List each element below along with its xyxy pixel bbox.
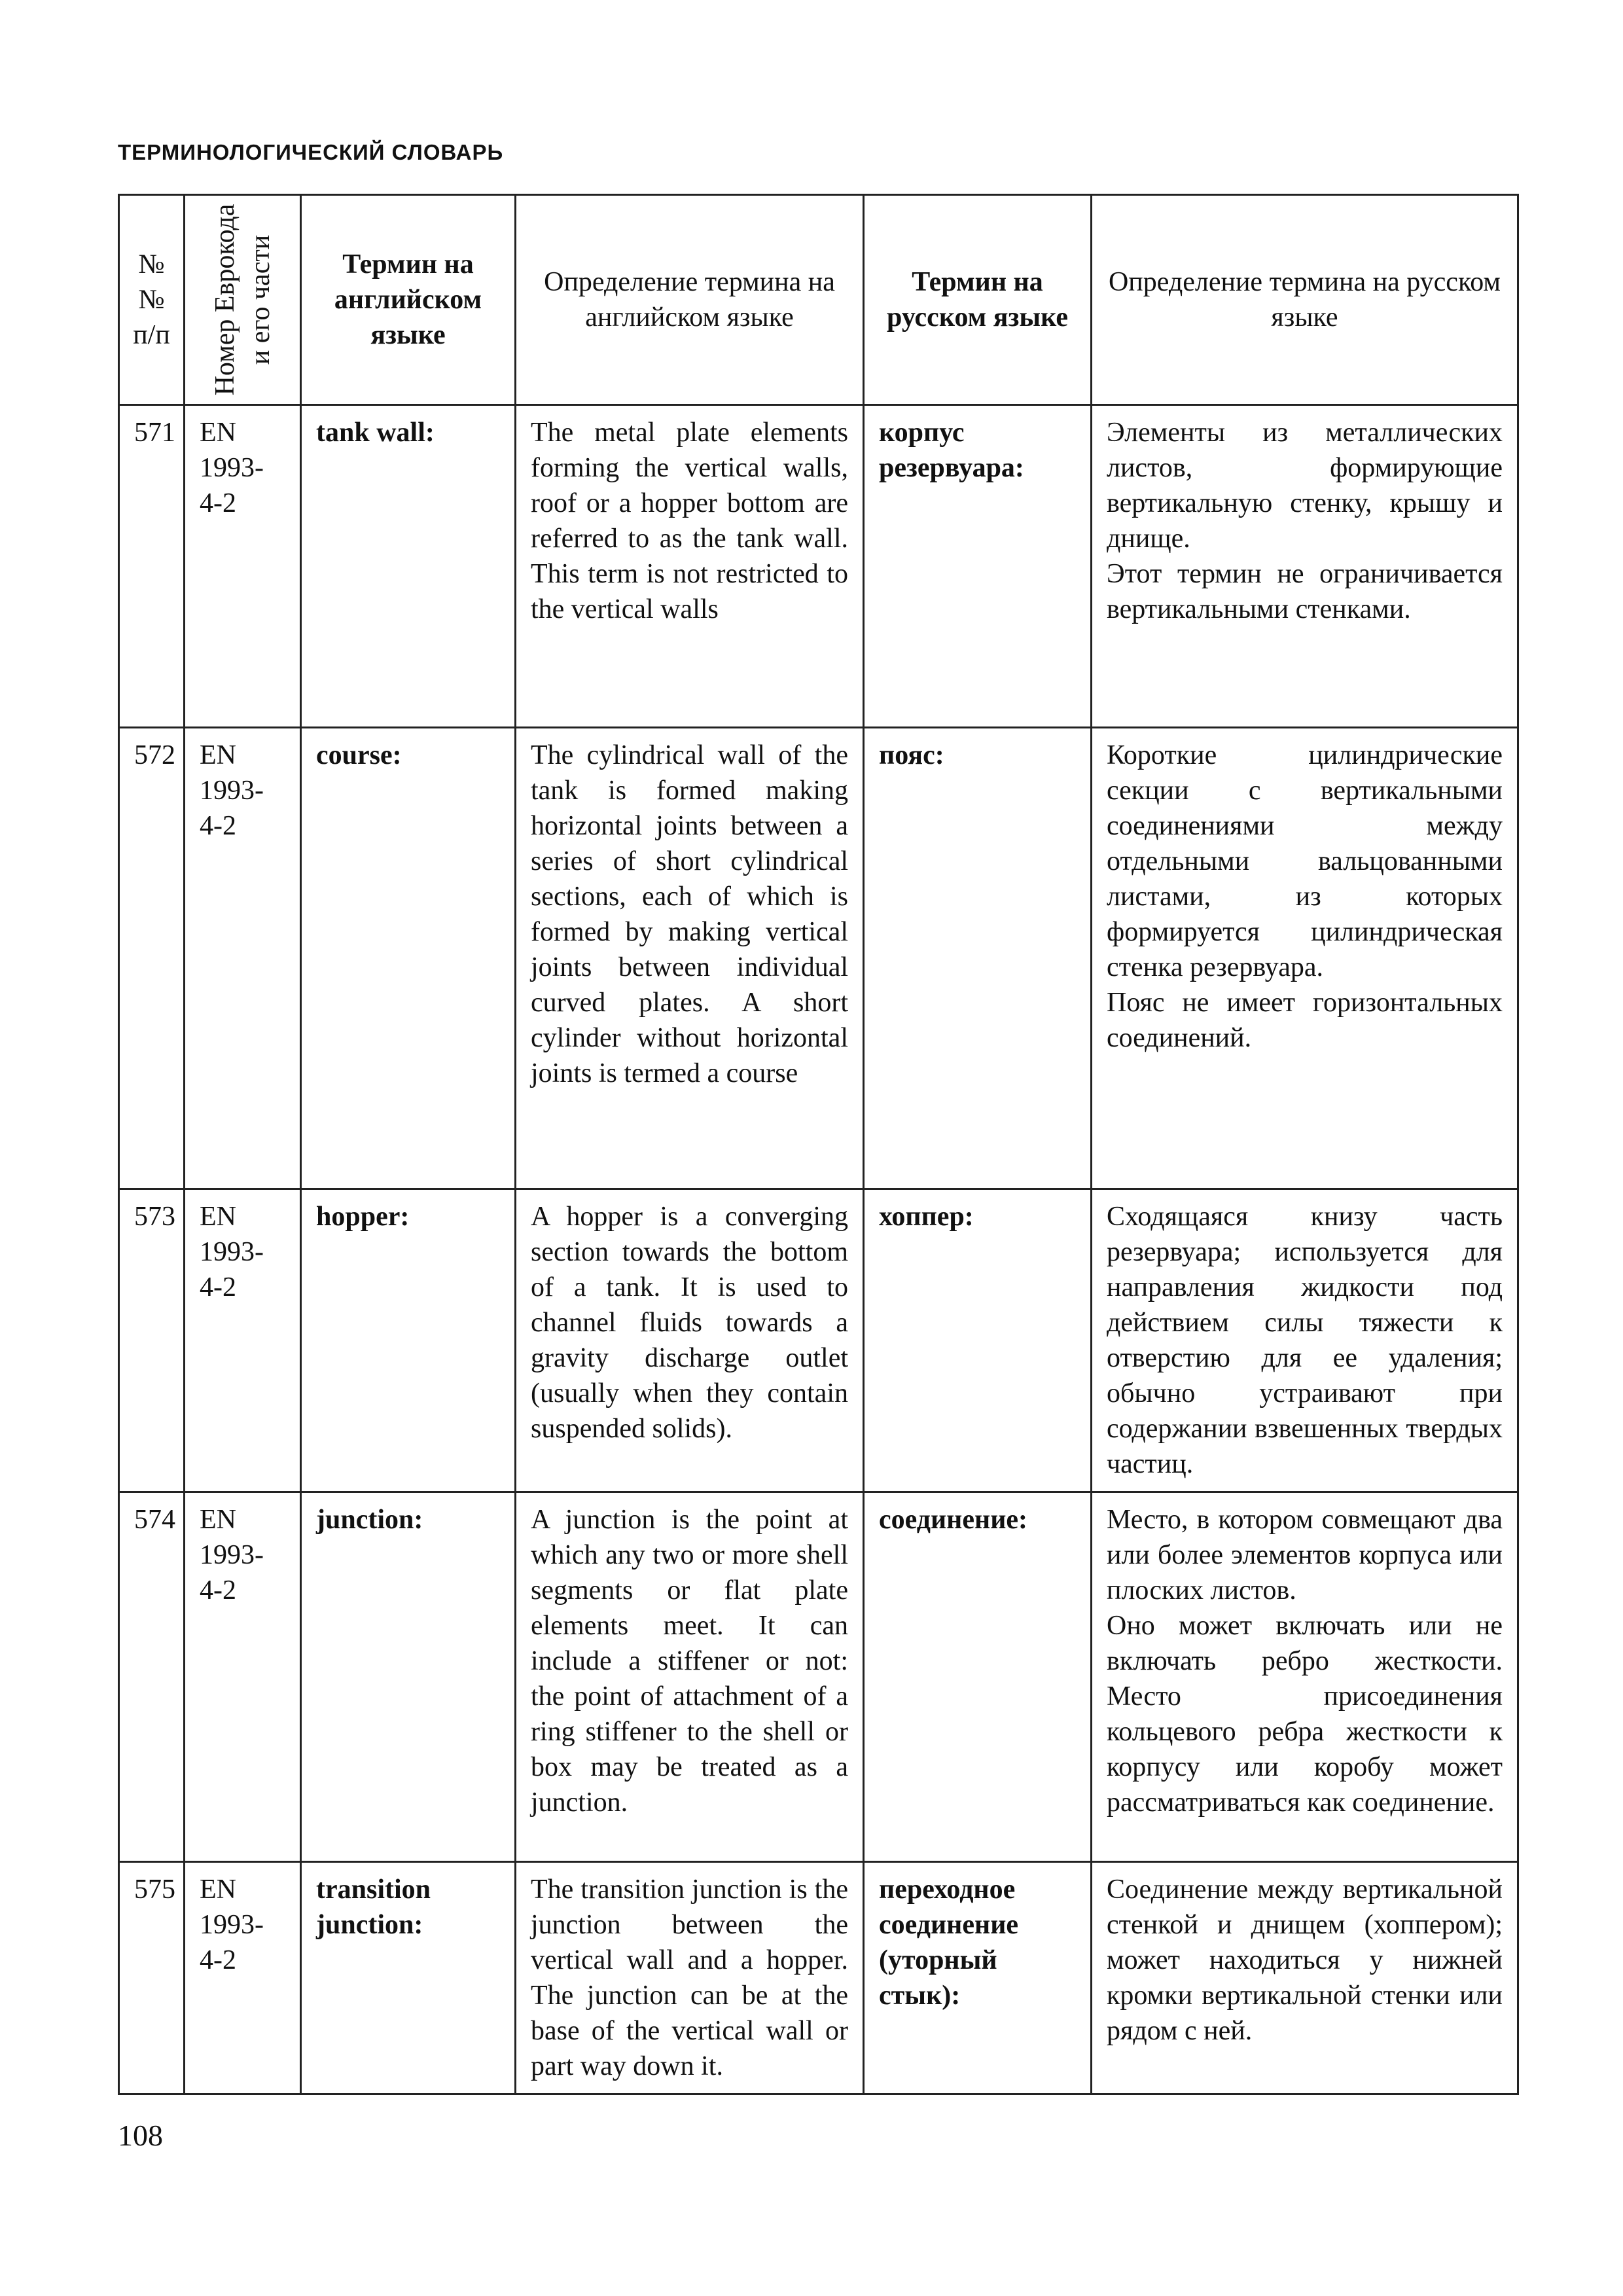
header-def-en: Определение термина на английском языке [516,195,864,405]
definition-russian-para: Соединение между вертикальной стенкой и днищем (хоппером); может находиться у нижней кромки вертикальной стенки или рядом с ней. [1107,1874,1503,2046]
eurocode-number: EN 1993-4-2 [185,728,301,1189]
definition-russian [1092,1492,1518,1862]
header-term-en: Термин на английском языке [301,195,516,405]
definition-english: A hopper is a converging section towards the bottom of a tank. It is used to channel fluids towards a gravity discharge outlet (usually when they contain suspended solids). [516,1189,864,1492]
definition-russian-para: Короткие цилиндрические секции с вертикальными соединениями между отдельными вальцованными листами, из которых формируется цилиндрическая стенка резервуара. [1107,740,1503,982]
header-def-ru: Определение термина на русском языке [1092,195,1518,405]
eurocode-number: EN 1993-4-2 [185,1862,301,2094]
table-row [119,728,1518,1189]
header-term-ru: Термин на русском языке [864,195,1092,405]
header-code-label: Номер Еврокода и его части [209,204,276,396]
running-head: ТЕРМИНОЛОГИЧЕСКИЙ СЛОВАРЬ [118,140,504,164]
definition-russian [1092,1189,1518,1492]
definition-russian-para: Сходящаяся книзу часть резервуара; используется для направления жидкости под действием силы тяжести к отверстию для ее удаления; обычно устраивают при содержании взвешенных твердых частиц. [1107,1202,1503,1479]
eurocode-number: EN 1993-4-2 [185,1492,301,1862]
definition-russian-para: Пояс не имеет горизонтальных соединений. [1107,988,1503,1053]
term-russian: пояс: [864,728,1092,1189]
term-english: junction: [301,1492,516,1862]
definition-english: A junction is the point at which any two or more shell segments or flat plate elements meet. It can include a stiffener or not: the point of attachment of a ring stiffener to the shell or box may be treated as a junction. [516,1492,864,1862]
term-english: hopper: [301,1189,516,1492]
header-num: №№ п/п [119,195,185,405]
row-number: 572 [119,728,185,1189]
definition-russian-para: Оно может включать или не включать ребро жесткости. Место присоединения кольцевого ребра жесткости к корпусу или коробу может рассматриваться как соединение. [1107,1611,1503,1818]
definition-russian-para: Место, в котором совмещают два или более элементов корпуса или плоских листов. [1107,1505,1503,1605]
row-number: 574 [119,1492,185,1862]
definition-russian-para: Этот термин не ограничивается вертикальными стенками. [1107,559,1503,624]
eurocode-number: EN 1993-4-2 [185,1189,301,1492]
glossary-table [118,194,1519,2095]
row-number: 575 [119,1862,185,2094]
definition-russian [1092,1862,1518,2094]
eurocode-number: EN 1993-4-2 [185,405,301,728]
header-code [185,195,301,405]
definition-russian [1092,728,1518,1189]
table-header-row [119,195,1518,405]
table-row [119,1862,1518,2094]
row-number: 573 [119,1189,185,1492]
page-number: 108 [118,2119,163,2152]
term-russian: соединение: [864,1492,1092,1862]
table-row [119,1492,1518,1862]
term-russian: хоппер: [864,1189,1092,1492]
table-row [119,405,1518,728]
definition-russian-para: Элементы из металлических листов, формирующие вертикальную стенку, крышу и днище. [1107,418,1503,554]
definition-english: The metal plate elements forming the vertical walls, roof or a hopper bottom are referred to as the tank wall. This term is not restricted to the vertical walls [516,405,864,728]
row-number: 571 [119,405,185,728]
term-english: transition junction: [301,1862,516,2094]
table-row [119,1189,1518,1492]
term-english: course: [301,728,516,1189]
term-english: tank wall: [301,405,516,728]
definition-english: The transition junction is the junction between the vertical wall and a hopper. The junction can be at the base of the vertical wall or part way down it. [516,1862,864,2094]
term-russian: корпус резервуара: [864,405,1092,728]
term-russian: переходное соединение (уторный стык): [864,1862,1092,2094]
definition-russian [1092,405,1518,728]
definition-english: The cylindrical wall of the tank is formed making horizontal joints between a series of short cylindrical sections, each of which is formed by making vertical joints between individual curved plates. A short cylinder without horizontal joints is termed a course [516,728,864,1189]
